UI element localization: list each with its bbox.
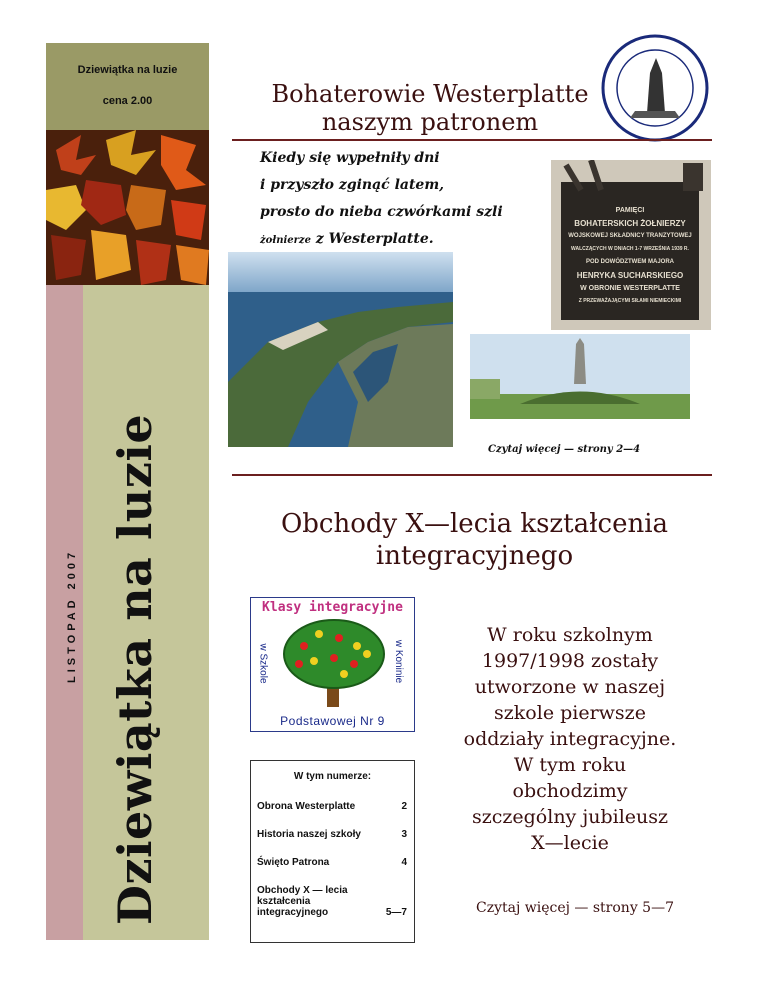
toc-item-label: Obrona Westerplatte: [257, 801, 356, 812]
toc-item-label: Historia naszej szkoły: [257, 829, 361, 840]
plaque-line: HENRYKA SUCHARSKIEGO: [576, 271, 684, 280]
plaque-line: Z PRZEWAŻAJĄCYMI SIŁAMI NIEMIECKIMI: [578, 298, 682, 304]
body-line: 1997/1998 zostały: [481, 650, 659, 672]
toc-item: [257, 857, 407, 868]
plaque-line: WALCZĄCYCH W DNIACH 1-7 WRZEŚNIA 1939 R.: [571, 246, 689, 252]
body-line: obchodzimy: [512, 780, 628, 802]
poem-last-small: żołnierze: [260, 235, 311, 246]
article1-bottom-rule: [232, 474, 712, 476]
logo-top-text: Klasy integracyjne: [262, 600, 403, 615]
article2-headline-line2: integracyjnego: [375, 541, 574, 571]
sidebar-header-block: [46, 43, 209, 130]
integration-classes-logo: [250, 597, 415, 732]
logo-left-text: w Szkole: [257, 643, 269, 684]
body-line: szczególny jubileusz: [471, 806, 669, 828]
sidebar-small-title: Dziewiątka na luzie: [77, 64, 178, 76]
toc-title: W tym numerze:: [293, 771, 372, 782]
article2-headline: [232, 508, 717, 572]
poem-line-1: Kiedy się wypełniły dni: [260, 150, 440, 166]
toc-item: [257, 829, 407, 840]
toc-item: [257, 801, 407, 812]
westerplatte-emblem: [600, 33, 710, 143]
price-label: cena 2.00: [102, 95, 153, 107]
plaque-line: BOHATERSKICH ŻOŁNIERZY: [574, 219, 686, 228]
poem-line-4: [260, 231, 434, 247]
toc-item-page: 5—7: [385, 907, 407, 918]
poem-last-big: z Westerplatte.: [310, 231, 434, 247]
issue-date: LISTOPAD 2007: [66, 548, 78, 683]
toc-item-page: 3: [401, 829, 407, 840]
body-line: szkole pierwsze: [494, 702, 646, 724]
body-line: oddziały integracyjne.: [463, 728, 677, 750]
autumn-leaves-image: [46, 130, 209, 285]
plaque-line: POD DOWÓDZTWEM MAJORA: [586, 259, 674, 265]
westerplatte-aerial-photo: [228, 252, 453, 447]
memorial-plaque-photo: [551, 160, 711, 330]
body-line: utworzone w naszej: [474, 676, 666, 698]
westerplatte-monument-photo: [470, 334, 690, 419]
toc-item-page: 4: [401, 857, 407, 868]
article1-headline-line1: Bohaterowie Westerplatte: [271, 80, 589, 108]
plaque-line: W OBRONIE WESTERPLATTE: [580, 285, 680, 292]
article1-top-rule: [232, 139, 712, 141]
plaque-line: PAMIĘCI: [615, 207, 645, 214]
article1-headline: [240, 80, 620, 136]
body-line: W tym roku: [513, 754, 627, 776]
toc-item-page: 2: [401, 801, 407, 812]
poem-line-2: i przyszło zginąć latem,: [260, 177, 445, 193]
masthead-vertical-title: Dziewiątka na luzie: [108, 413, 162, 925]
article1-read-more: Czytaj więcej — strony 2—4: [488, 444, 641, 455]
article1-headline-line2: naszym patronem: [321, 108, 539, 136]
article2-read-more: Czytaj więcej — strony 5—7: [476, 900, 674, 916]
table-of-contents: [250, 760, 415, 943]
article2-body: [430, 622, 710, 856]
body-line: W roku szkolnym: [487, 624, 653, 646]
plaque-line: WOJSKOWEJ SKŁADNICY TRANZYTOWEJ: [568, 233, 692, 239]
logo-bottom-text: Podstawowej Nr 9: [280, 714, 385, 728]
logo-right-text: w Koninie: [393, 639, 405, 684]
article2-headline-line1: Obchody X—lecia kształcenia: [280, 509, 669, 539]
toc-item-label: Obchody X — lecia kształcenia integracyjnego: [257, 885, 348, 918]
toc-item: [257, 885, 407, 918]
poem-line-3: prosto do nieba czwórkami szli: [260, 204, 503, 220]
toc-item-label: Święto Patrona: [257, 857, 330, 868]
body-line: X—lecie: [531, 832, 609, 854]
